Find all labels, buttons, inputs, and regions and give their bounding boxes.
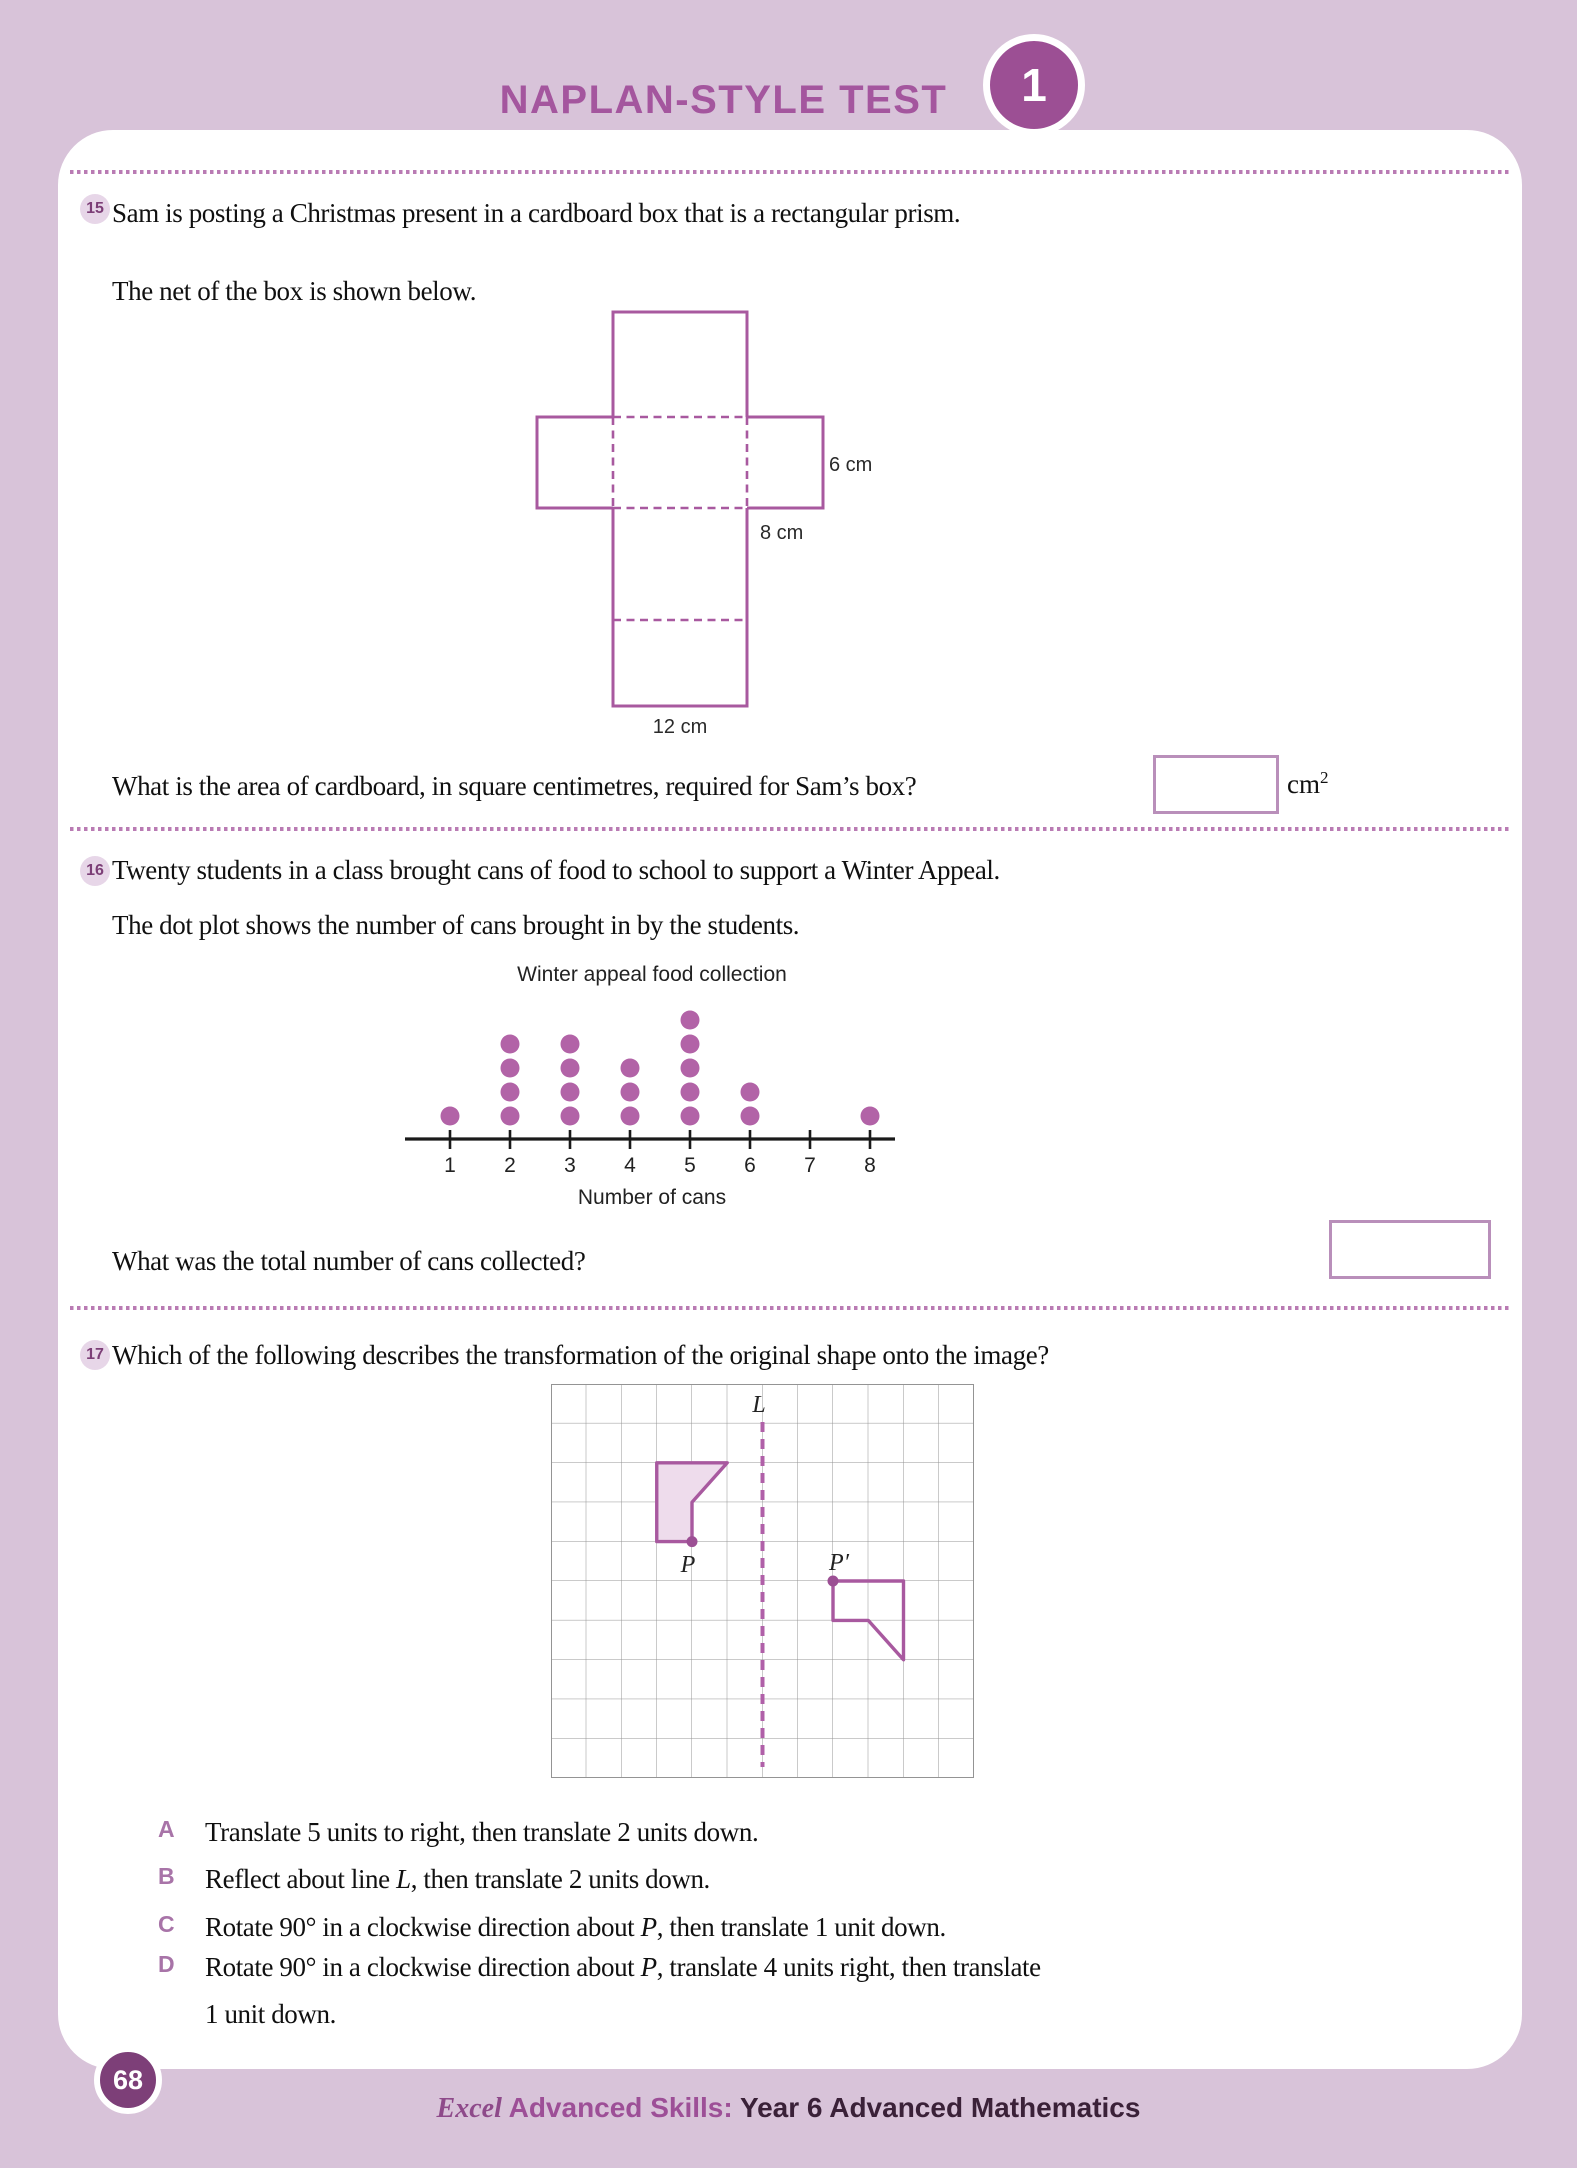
dot-plot — [380, 961, 920, 1213]
page-number: 68 — [112, 2064, 144, 2095]
series-name-bold: Advanced Skills: — [508, 2092, 733, 2123]
net-length-label: 12 cm — [652, 716, 708, 738]
footer-series-title — [0, 2092, 1577, 2125]
option-D[interactable] — [158, 1944, 1041, 2038]
svg-text:5: 5 — [684, 1154, 696, 1177]
q16-answer-box[interactable] — [1329, 1220, 1491, 1279]
question-17-number-badge — [80, 1340, 110, 1370]
net-right-flap — [747, 417, 823, 508]
option-letter: C — [158, 1911, 175, 1937]
svg-text:1: 1 — [444, 1154, 456, 1177]
option-text: Reflect about line L, then translate 2 units down. — [205, 1864, 710, 1894]
net-bottom-panel — [613, 508, 747, 706]
dot-plot-dots — [441, 1011, 880, 1126]
point-P-label: P — [680, 1552, 696, 1578]
series-name-italic: Excel — [436, 2093, 502, 2124]
test-number-badge — [983, 34, 1085, 136]
q16-intro-line-2: The dot plot shows the number of cans brought in by the students. — [112, 910, 800, 940]
option-B[interactable] — [158, 1856, 710, 1903]
q15-answer-box[interactable] — [1153, 755, 1279, 814]
content-card — [58, 130, 1522, 2069]
series-subtitle: Year 6 Advanced Mathematics — [739, 2092, 1141, 2123]
option-text: Translate 5 units to right, then translate 2 units down. — [205, 1817, 759, 1847]
dot-plot-title: Winter appeal food collection — [517, 963, 787, 986]
svg-text:8: 8 — [864, 1154, 876, 1177]
option-text: Rotate 90° in a clockwise direction about P, translate 4 units right, then translate 1 unit down. — [205, 1952, 1041, 2029]
mirror-line-label: L — [752, 1392, 766, 1418]
option-letter: A — [158, 1816, 175, 1842]
svg-text:3: 3 — [564, 1154, 576, 1177]
dotted-separator — [70, 827, 1510, 831]
q15-answer-unit — [1287, 768, 1329, 800]
question-16-number: 16 — [86, 862, 104, 879]
unit-text: cm — [1287, 769, 1320, 799]
q15-question: What is the area of cardboard, in square centimetres, required for Sam’s box? — [112, 771, 917, 801]
net-width-label: 8 cm — [760, 522, 804, 544]
net-top-flap — [613, 312, 747, 417]
q15-intro-line-2: The net of the box is shown below. — [112, 276, 477, 306]
question-17-number: 17 — [86, 1346, 104, 1363]
test-number: 1 — [1021, 59, 1047, 111]
dotted-separator — [70, 1306, 1510, 1310]
option-letter: B — [158, 1863, 175, 1889]
net-fold-lines — [613, 417, 747, 620]
net-depth-label: 6 cm — [829, 454, 873, 476]
q16-question: What was the total number of cans collected? — [112, 1246, 586, 1276]
axis-ticks-and-numbers — [444, 1130, 876, 1177]
point-P-prime-dot — [828, 1576, 839, 1587]
option-text: Rotate 90° in a clockwise direction about P, then translate 1 unit down. — [205, 1912, 946, 1942]
q15-intro-line-1: Sam is posting a Christmas present in a cardboard box that is a rectangular prism. — [112, 198, 961, 228]
svg-text:4: 4 — [624, 1154, 636, 1177]
page-number-badge — [94, 2046, 162, 2114]
unit-exponent: 2 — [1320, 768, 1329, 787]
q17-question: Which of the following describes the transformation of the original shape onto the image? — [112, 1340, 1049, 1370]
question-15-number: 15 — [86, 200, 104, 217]
dotted-separator — [70, 170, 1510, 174]
dot-plot-xlabel: Number of cans — [577, 1186, 727, 1209]
transformation-grid-diagram — [551, 1384, 974, 1778]
box-net-diagram — [520, 299, 940, 749]
net-left-flap — [537, 417, 613, 508]
page-title: NAPLAN-STYLE TEST — [499, 78, 948, 122]
option-A[interactable] — [158, 1809, 758, 1856]
q16-intro-line-1: Twenty students in a class brought cans of food to school to support a Winter Appeal. — [112, 855, 1000, 885]
option-letter: D — [158, 1951, 175, 1977]
question-15-number-badge — [80, 194, 110, 224]
question-16-number-badge — [80, 856, 110, 886]
svg-text:2: 2 — [504, 1154, 516, 1177]
svg-text:6: 6 — [744, 1154, 756, 1177]
svg-text:7: 7 — [804, 1154, 816, 1177]
point-P-dot — [687, 1536, 698, 1547]
point-P-prime-label: P′ — [829, 1550, 849, 1576]
